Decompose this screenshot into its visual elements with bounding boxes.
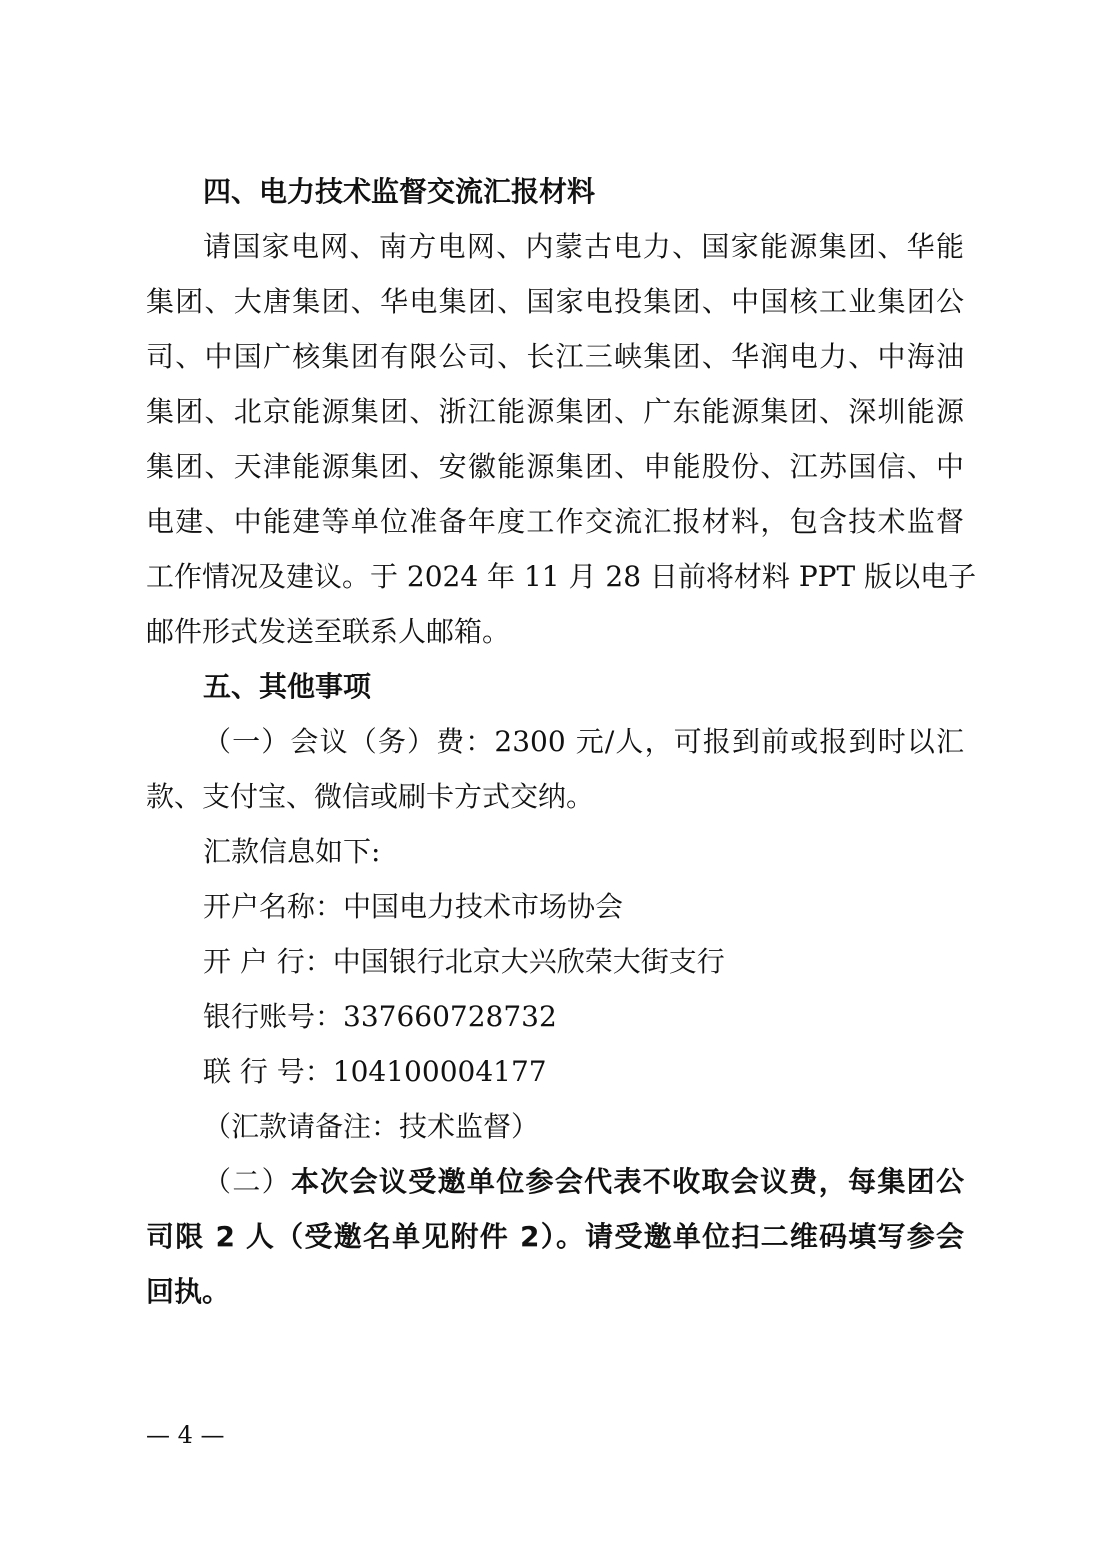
account-number: 银行账号：337660728732 xyxy=(203,1000,557,1033)
section-4-line-1: 请国家电网、南方电网、内蒙古电力、国家能源集团、华能 xyxy=(203,230,964,263)
section-4-line-2: 集团、大唐集团、华电集团、国家电投集团、中国核工业集团公 xyxy=(146,285,964,318)
item-2-line-3: 回执。 xyxy=(146,1275,231,1308)
item-2-line-2: 司限 2 人（受邀名单见附件 2）。请受邀单位扫二维码填写参会 xyxy=(146,1220,964,1253)
section-4-line-6: 电建、中能建等单位准备年度工作交流汇报材料，包含技术监督 xyxy=(146,505,964,538)
remit-remark: （汇款请备注：技术监督） xyxy=(203,1110,540,1143)
item-1-line-2: 款、支付宝、微信或刷卡方式交纳。 xyxy=(146,780,595,813)
account-name: 开户名称：中国电力技术市场协会 xyxy=(203,890,624,923)
section-4-line-7: 工作情况及建议。于 2024 年 11 月 28 日前将材料 PPT 版以电子 xyxy=(146,560,977,593)
section-4-line-8: 邮件形式发送至联系人邮箱。 xyxy=(146,615,511,648)
item-2-prefix: （二） xyxy=(203,1165,291,1198)
item-2-text-1: 本次会议受邀单位参会代表不收取会议费，每集团公 xyxy=(290,1165,964,1198)
bank-code: 联 行 号：104100004177 xyxy=(203,1055,547,1088)
item-1-line-1: （一）会议（务）费：2300 元/人，可报到前或报到时以汇 xyxy=(203,725,964,758)
bank-name: 开 户 行：中国银行北京大兴欣荣大街支行 xyxy=(203,945,725,978)
section-5-heading: 五、其他事项 xyxy=(203,670,372,703)
page-number: — 4 — xyxy=(146,1421,225,1449)
section-4-line-4: 集团、北京能源集团、浙江能源集团、广东能源集团、深圳能源 xyxy=(146,395,964,428)
section-4-line-5: 集团、天津能源集团、安徽能源集团、申能股份、江苏国信、中 xyxy=(146,450,964,483)
remit-intro: 汇款信息如下: xyxy=(203,835,381,868)
section-4-heading: 四、电力技术监督交流汇报材料 xyxy=(203,175,596,208)
section-4-line-3: 司、中国广核集团有限公司、长江三峡集团、华润电力、中海油 xyxy=(146,340,964,373)
document-body xyxy=(146,164,977,1319)
item-2-line-1 xyxy=(146,1154,964,1209)
